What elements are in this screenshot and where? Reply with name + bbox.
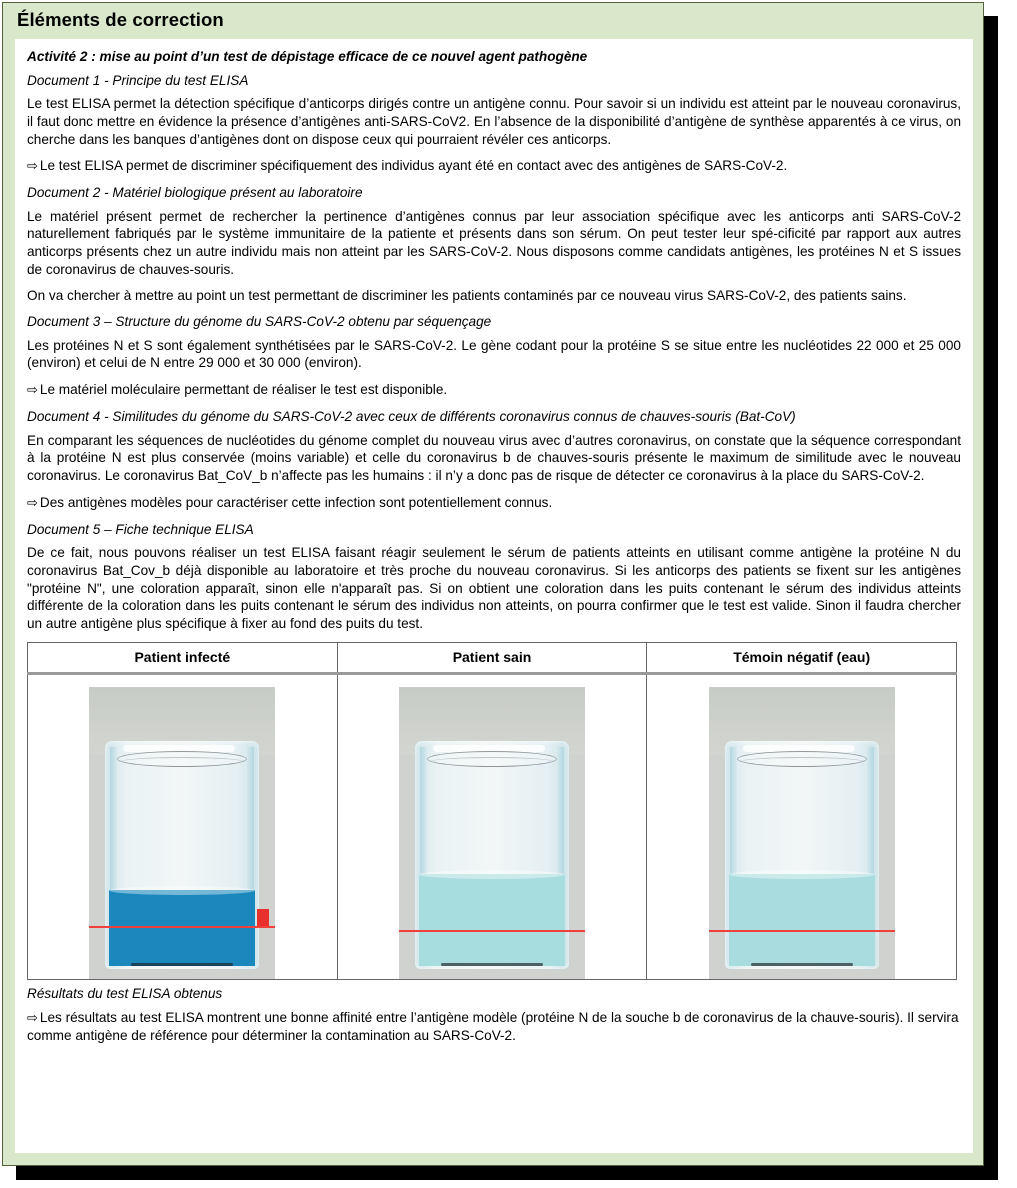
reference-line-red [399,930,585,932]
arrow-right-icon: ⇨ [27,383,38,399]
cuvette-base-shadow [751,963,853,966]
liquid-meniscus [729,870,875,879]
document-3-title: Document 3 – Structure du génome du SARS-CoV-2 obtenu par séquençage [27,314,492,330]
document-1-conclusion-line [27,157,961,176]
cuvette-healthy [415,741,569,969]
page-title: Éléments de correction [17,9,224,30]
document-body [15,39,973,1153]
cuvette-base-shadow [131,963,233,966]
final-conclusion-text: Les résultats au test ELISA montrent une bonne affinité entre l’antigène modèle (protéine N de la souche b de coronavirus de la chauve-souris). Il servira comme antigène de référence pour déterminer la contamination au SARS-CoV-2. [27,1009,959,1044]
cell-temoin-negatif [647,673,957,979]
document-header-bar [3,3,983,39]
cuvette-base-shadow [441,963,543,966]
liquid-meniscus [109,886,255,895]
document-1-conclusion-text: Le test ELISA permet de discriminer spécifiquement des individus ayant été en contact avec des antigènes de SARS-CoV-2. [39,158,788,174]
results-caption: Résultats du test ELISA obtenus [27,985,223,1001]
cuvette-inner-rim [429,757,555,767]
cuvette-inner-rim [119,757,245,767]
document-4-conclusion-line [27,494,961,513]
column-header-patient-sain: Patient sain [337,642,647,673]
cuvette-infected [105,741,259,969]
elisa-results-table [27,642,957,980]
document-4-conclusion-text: Des antigènes modèles pour caractériser cette infection sont potentiellement connus. [39,494,553,510]
liquid-meniscus [419,870,565,879]
document-3-conclusion-text: Le matériel moléculaire permettant de réaliser le test est disponible. [39,382,448,398]
document-4-title: Document 4 - Similitudes du génome du SARS-CoV-2 avec ceux de différents coronavirus connus de chauves-souris (Bat-CoV) [27,409,796,424]
liquid-control [729,874,875,966]
column-header-patient-infecte: Patient infecté [28,642,338,673]
document-frame [2,2,984,1166]
table-header-row [28,642,957,673]
cuvette-photo-temoin-negatif [709,687,895,979]
final-conclusion-line [27,1009,961,1046]
arrow-right-icon: ⇨ [27,1010,38,1026]
activity-title: Activité 2 : mise au point d’un test de dépistage efficace de ce nouvel agent pathogène [27,49,588,64]
document-1-title: Document 1 - Principe du test ELISA [27,72,249,88]
table-row [28,673,957,979]
document-5-paragraph: De ce fait, nous pouvons réaliser un test ELISA faisant réagir seulement le sérum de patients atteints en utilisant comme antigène la protéine N du coronavirus Bat_Cov_b déjà disponible au laboratoire et très proche du nouveau coronavirus. Si les anticorps des patients se fixent sur les antigènes "protéine N", une coloration apparaît, sinon elle n'apparaît pas. Si on obtient une coloration dans les puits contenant le sérum des individus atteints différente de la coloration dans les puits contenant le sérum des individus non atteints, on pourra confirmer que le test est valide. Sinon il faudra chercher un autre antigène plus spécifique à fixer au fond des puits du test. [27,545,961,631]
cell-patient-infecte [28,673,338,979]
document-2-title: Document 2 - Matériel biologique présent au laboratoire [27,185,363,201]
cell-patient-sain [337,673,647,979]
reference-line-red [709,930,895,932]
document-3-conclusion-line [27,381,961,400]
liquid-healthy [419,874,565,966]
document-3-paragraph: Les protéines N et S sont également synthétisées par le SARS-CoV-2. Le gène codant pour la protéine S se situe entre les nucléotides 22 000 et 25 000 (environ) et celui de N entre 29 000 et 30 000 (environ). [27,337,961,371]
document-1-paragraph: Le test ELISA permet la détection spécifique d’anticorps dirigés contre un antigène connu. Pour savoir si un individu est atteint par le nouveau coronavirus, il faut donc mettre en évidence la présence d’antigènes anti-SARS-CoV2. En l’absence de la disponibilité d’antigène de synthèse apparentés à ce virus, on cherche dans les banques d’antigènes dont on dispose ceux qui pourraient révéler ces anticorps. [27,96,961,147]
reference-line-red [89,926,275,928]
document-5-title: Document 5 – Fiche technique ELISA [27,521,254,537]
cuvette-control [725,741,879,969]
arrow-right-icon: ⇨ [27,159,38,175]
document-2-paragraph-1: Le matériel présent permet de rechercher la pertinence d’antigènes connus par leur association spécifique avec les anticorps anti SARS-CoV-2 naturellement fabriqués par le système immunitaire de la patiente et présents dans son sérum. On peut tester leur spé-cificité par rapport aux autres anticorps présents chez un autre individu mais non atteint par les SARS-CoV-2. Nous disposons comme candidats antigènes, les protéines N et S issues de coronavirus de chauves-souris. [27,208,961,277]
cuvette-inner-rim [739,757,865,767]
liquid-infected [109,890,255,966]
document-4-paragraph: En comparant les séquences de nucléotides du génome complet du nouveau virus avec d’autres coronavirus, on constate que la séquence correspondant à la protéine N est plus conservée (moins variable) et celle du coronavirus b de chauves-souris présente le maximum de similitude avec le nouveau coronavirus. Le coronavirus Bat_CoV_b n’affecte pas les humains : il n’y a donc pas de risque de détecter ce coronavirus à la place du SARS-CoV-2. [27,432,961,483]
cuvette-photo-patient-infecte [89,687,275,979]
reference-marker-red [257,909,269,926]
arrow-right-icon: ⇨ [27,495,38,511]
column-header-temoin-negatif: Témoin négatif (eau) [647,642,957,673]
cuvette-photo-patient-sain [399,687,585,979]
document-2-paragraph-2: On va chercher à mettre au point un test permettant de discriminer les patients contaminés par ce nouveau virus SARS-CoV-2, des patients sains. [27,288,907,304]
